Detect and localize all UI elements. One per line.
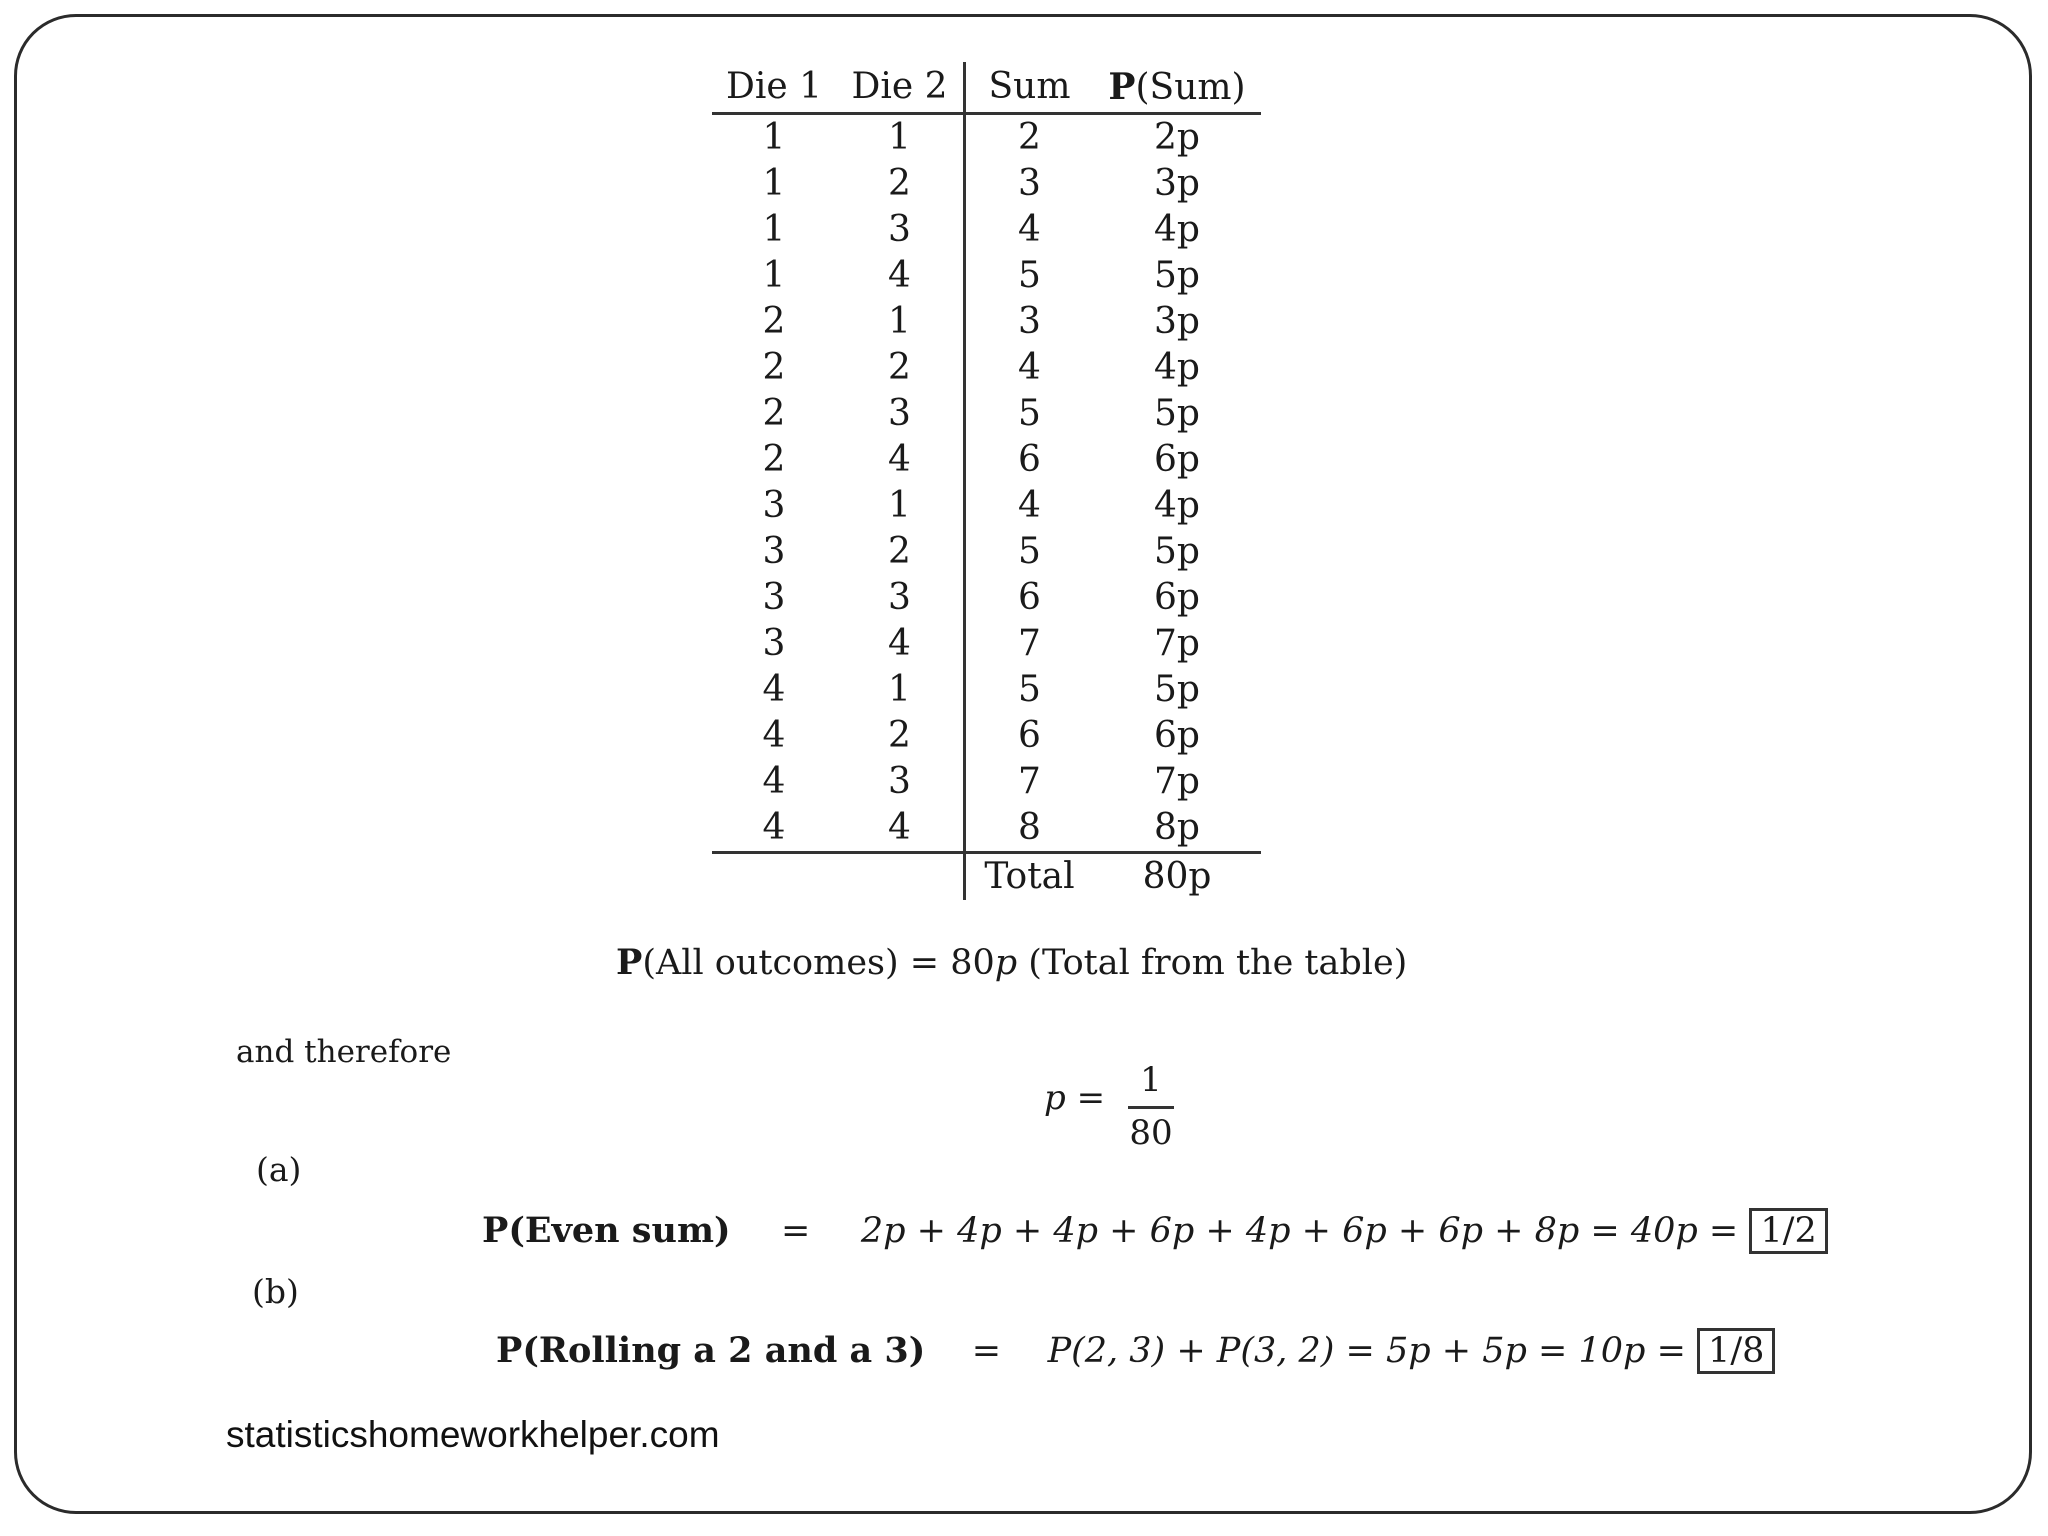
sum-cell: 5 bbox=[965, 667, 1094, 713]
part-a-label: (a) bbox=[256, 1150, 302, 1189]
probability-cell: 3p bbox=[1154, 301, 1200, 342]
die-1-cell: 4 bbox=[762, 761, 786, 802]
die-2-cell: 1 bbox=[888, 485, 911, 526]
part-b-lhs: (Rolling a 2 and a 3) bbox=[522, 1330, 926, 1371]
probability-cell: 4p bbox=[1154, 485, 1200, 526]
all-outcomes-text: (All outcomes) = 80 bbox=[642, 943, 995, 983]
total-empty-cell bbox=[836, 853, 965, 901]
die-2-cell: 2 bbox=[888, 715, 911, 756]
probability-cell: 7p bbox=[1154, 623, 1200, 664]
die-2-cell: 4 bbox=[888, 255, 911, 296]
website-watermark: statisticshomeworkhelper.com bbox=[226, 1414, 720, 1455]
table-row bbox=[712, 667, 1261, 713]
part-a-equals: = bbox=[781, 1211, 811, 1251]
die-2-cell: 3 bbox=[888, 393, 911, 434]
probability-cell: 6p bbox=[1154, 577, 1200, 618]
part-b-label: (b) bbox=[252, 1272, 299, 1311]
probability-cell: 6p bbox=[1154, 715, 1200, 756]
part-a-lhs: (Even sum) bbox=[508, 1210, 731, 1251]
therefore-text: and therefore bbox=[236, 1034, 452, 1070]
header-die-2: Die 2 bbox=[851, 66, 948, 107]
sum-cell: 3 bbox=[965, 161, 1094, 207]
probability-cell: 3p bbox=[1154, 163, 1200, 204]
die-1-cell: 4 bbox=[762, 669, 786, 710]
sum-cell: 7 bbox=[965, 621, 1094, 667]
die-2-cell: 4 bbox=[888, 439, 911, 480]
table-row bbox=[712, 575, 1261, 621]
sum-cell: 6 bbox=[965, 437, 1094, 483]
probability-cell: 6p bbox=[1154, 439, 1200, 480]
fraction-bar bbox=[1128, 1106, 1174, 1109]
sum-cell: 6 bbox=[965, 575, 1094, 621]
probability-cell: 2p bbox=[1154, 117, 1200, 158]
table-row bbox=[712, 483, 1261, 529]
die-2-cell: 4 bbox=[888, 807, 911, 848]
table-row bbox=[712, 805, 1261, 853]
table-row bbox=[712, 759, 1261, 805]
die-1-cell: 2 bbox=[762, 439, 786, 480]
table-row bbox=[712, 713, 1261, 759]
die-2-cell: 2 bbox=[888, 163, 911, 204]
fraction-denominator: 80 bbox=[1129, 1113, 1173, 1153]
table-row bbox=[712, 299, 1261, 345]
header-probability-label: (Sum) bbox=[1135, 66, 1246, 108]
probability-cell: 5p bbox=[1154, 669, 1200, 710]
part-a-answer-box: 1/2 bbox=[1749, 1208, 1827, 1254]
part-a-probability-symbol: P bbox=[482, 1210, 509, 1251]
sum-cell: 6 bbox=[965, 713, 1094, 759]
die-1-cell: 2 bbox=[762, 301, 786, 342]
sum-cell: 4 bbox=[965, 207, 1094, 253]
probability-symbol: P bbox=[616, 942, 643, 983]
header-sum: Sum bbox=[965, 62, 1094, 114]
die-2-cell: 2 bbox=[888, 347, 911, 388]
die-2-cell: 3 bbox=[888, 209, 911, 250]
part-b-equation bbox=[496, 1328, 1775, 1374]
table-header-row bbox=[712, 62, 1261, 114]
sum-cell: 4 bbox=[965, 345, 1094, 391]
part-b-equals: = bbox=[971, 1331, 1002, 1371]
dice-sum-table bbox=[712, 62, 1261, 900]
table-row bbox=[712, 114, 1261, 162]
total-label: Total bbox=[965, 853, 1094, 901]
die-1-cell: 1 bbox=[762, 255, 786, 296]
part-b-rhs: P(2, 3) + P(3, 2) = 5p + 5p = 10p = bbox=[1047, 1331, 1686, 1371]
probability-cell: 5p bbox=[1154, 393, 1200, 434]
table-body bbox=[712, 114, 1261, 853]
die-1-cell: 1 bbox=[762, 209, 786, 250]
table-row bbox=[712, 345, 1261, 391]
part-b-probability-symbol: P bbox=[496, 1330, 523, 1371]
table-total-row bbox=[712, 853, 1261, 901]
sum-cell: 7 bbox=[965, 759, 1094, 805]
fraction-numerator: 1 bbox=[1140, 1060, 1162, 1100]
die-2-cell: 1 bbox=[888, 117, 911, 158]
all-outcomes-note: (Total from the table) bbox=[1017, 943, 1408, 983]
die-1-cell: 4 bbox=[762, 715, 786, 756]
sum-cell: 8 bbox=[965, 805, 1094, 853]
probability-cell: 5p bbox=[1154, 531, 1200, 572]
table-row bbox=[712, 621, 1261, 667]
table-row bbox=[712, 437, 1261, 483]
p-equals: = bbox=[1076, 1078, 1106, 1118]
die-2-cell: 3 bbox=[888, 761, 911, 802]
header-probability-symbol: P bbox=[1108, 65, 1136, 108]
die-1-cell: 3 bbox=[762, 577, 786, 618]
part-a-rhs: 2p + 4p + 4p + 6p + 4p + 6p + 6p + 8p = 40p = bbox=[860, 1211, 1739, 1251]
die-1-cell: 3 bbox=[762, 531, 786, 572]
probability-cell: 4p bbox=[1154, 347, 1200, 388]
total-empty-cell bbox=[712, 853, 836, 901]
table-row bbox=[712, 207, 1261, 253]
table-row bbox=[712, 161, 1261, 207]
die-2-cell: 1 bbox=[888, 301, 911, 342]
sum-cell: 5 bbox=[965, 529, 1094, 575]
die-2-cell: 3 bbox=[888, 577, 911, 618]
sum-cell: 5 bbox=[965, 253, 1094, 299]
header-die-1: Die 1 bbox=[725, 66, 823, 107]
p-variable: p bbox=[1044, 1078, 1066, 1118]
die-1-cell: 1 bbox=[762, 163, 786, 204]
die-1-cell: 2 bbox=[762, 393, 786, 434]
table-row bbox=[712, 529, 1261, 575]
all-outcomes-equation bbox=[616, 942, 1407, 983]
probability-cell: 4p bbox=[1154, 209, 1200, 250]
table-row bbox=[712, 253, 1261, 299]
die-1-cell: 3 bbox=[762, 485, 786, 526]
sum-cell: 2 bbox=[965, 114, 1094, 162]
header-probability-sum bbox=[1093, 62, 1261, 114]
sum-cell: 4 bbox=[965, 483, 1094, 529]
sum-cell: 3 bbox=[965, 299, 1094, 345]
die-1-cell: 3 bbox=[762, 623, 786, 664]
table-row bbox=[712, 391, 1261, 437]
total-value: 80p bbox=[1142, 856, 1212, 897]
part-a-equation bbox=[482, 1208, 1828, 1254]
p-equation-lhs bbox=[1044, 1078, 1105, 1118]
die-1-cell: 4 bbox=[762, 807, 786, 848]
die-1-cell: 2 bbox=[762, 347, 786, 388]
p-fraction bbox=[1128, 1060, 1174, 1153]
die-2-cell: 1 bbox=[888, 669, 911, 710]
probability-cell: 5p bbox=[1154, 255, 1200, 296]
die-2-cell: 2 bbox=[888, 531, 911, 572]
all-outcomes-variable: p bbox=[994, 943, 1018, 983]
die-2-cell: 4 bbox=[888, 623, 911, 664]
sum-cell: 5 bbox=[965, 391, 1094, 437]
part-b-answer-box: 1/8 bbox=[1697, 1328, 1775, 1374]
die-1-cell: 1 bbox=[762, 117, 786, 158]
probability-cell: 7p bbox=[1154, 761, 1200, 802]
probability-cell: 8p bbox=[1154, 807, 1200, 848]
